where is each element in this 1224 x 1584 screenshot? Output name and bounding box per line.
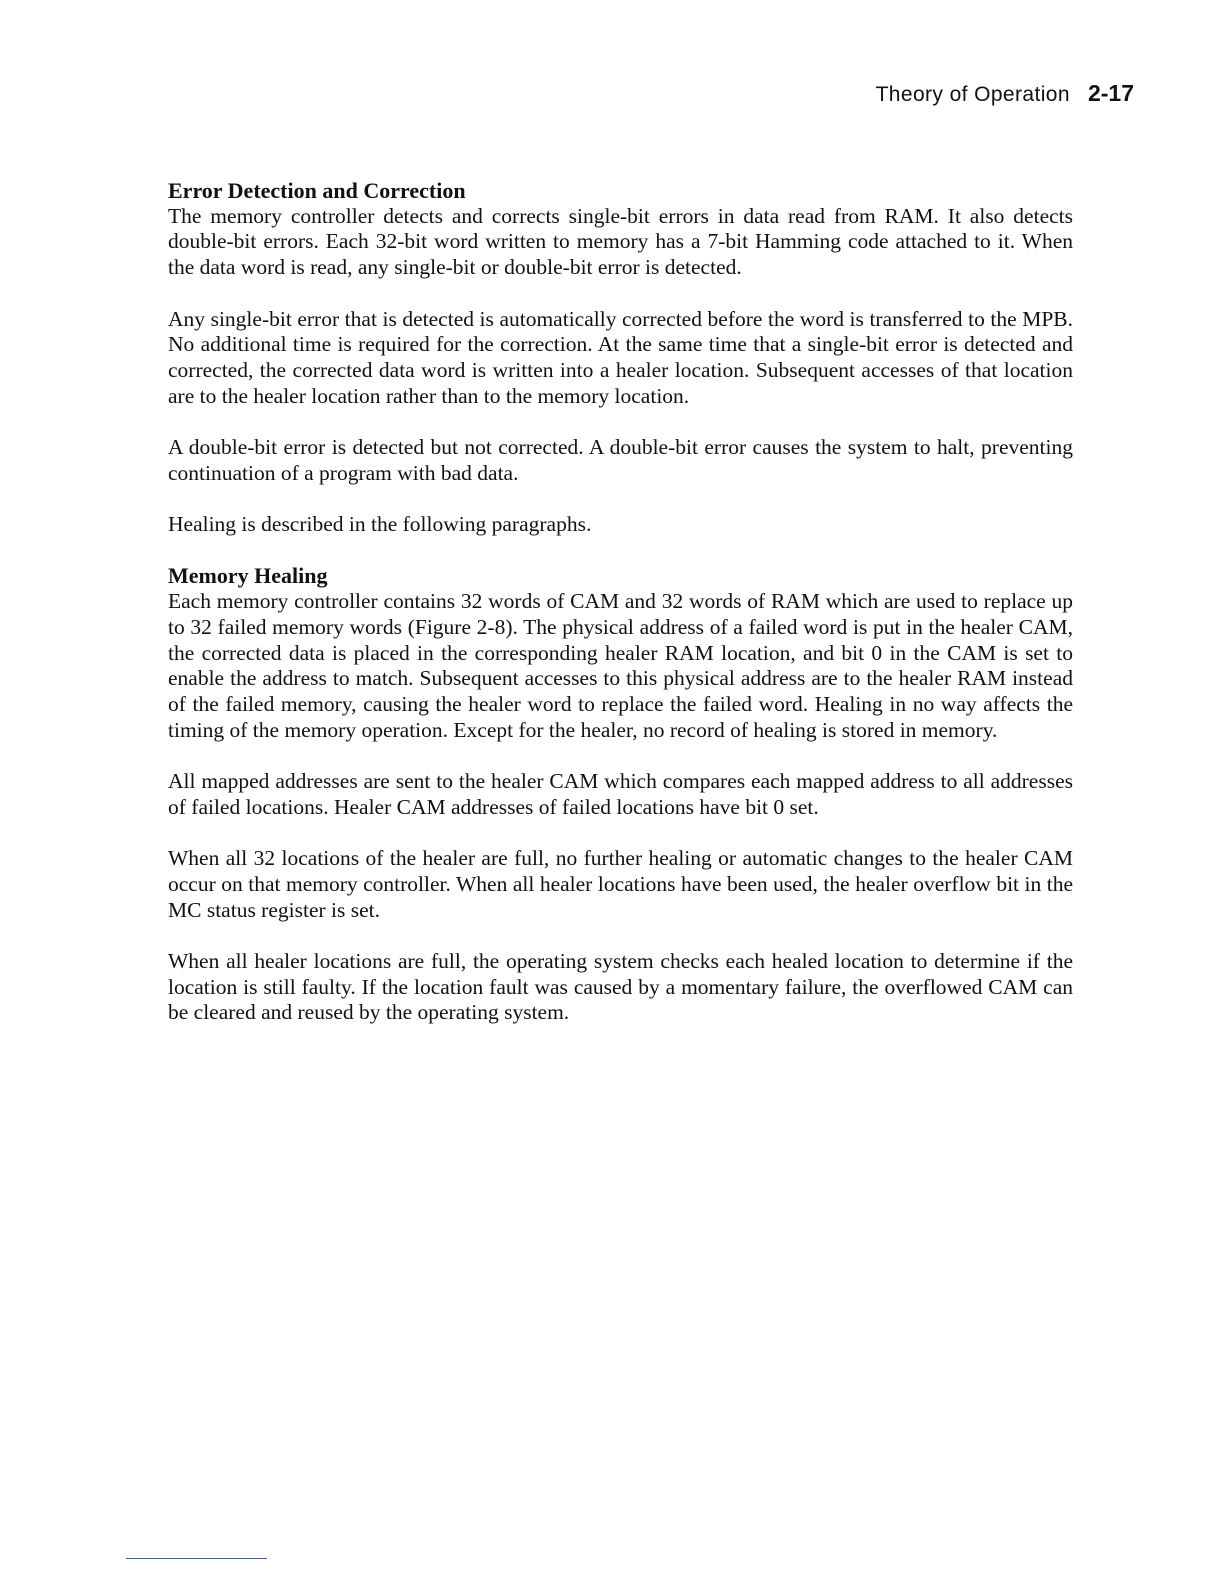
section-heading: Memory Healing <box>168 563 328 589</box>
paragraph: Any single-bit error that is detected is automatically corrected before the word is transferred to the MPB. No additional time is required for the correction. At the same time that a single-bit error is detected and corrected, the corrected data word is written into a healer location. Subsequent accesses of that location are to the healer location rather than to the memory location. <box>168 306 1073 408</box>
section-heading: Error Detection and Correction <box>168 178 466 203</box>
paragraph: Each memory controller contains 32 words of CAM and 32 words of RAM which are used to replace up to 32 failed memory words (Figure 2-8). The physical address of a failed word is put in the healer CAM, the corrected data is placed in the corresponding healer RAM location, and bit 0 in the CAM is set to enable the address to match. Subsequent accesses to this physical address are to the healer RAM instead of the failed memory, causing the healer word to replace the failed word. Healing in no way affects the timing of the memory operation. Except for the healer, no record of healing is stored in memory. <box>168 589 1073 742</box>
paragraph: The memory controller detects and corrects single-bit errors in data read from RAM. It also detects double-bit errors. Each 32-bit word written to memory has a 7-bit Hamming code attached to it. When the data word is read, any single-bit or double-bit error is detected. <box>168 203 1073 280</box>
page-number: 2-17 <box>1087 80 1134 106</box>
running-header-title: Theory of Operation <box>875 83 1070 106</box>
section-memory-healing <box>168 563 1073 1026</box>
document-body <box>168 178 1073 1052</box>
paragraph: When all 32 locations of the healer are full, no further healing or automatic changes to the healer CAM occur on that memory controller. When all healer locations have been used, the healer overflow bit in the MC status register is set. <box>168 846 1073 922</box>
paragraph: When all healer locations are full, the operating system checks each healed location to determine if the location is still faulty. If the location fault was caused by a momentary failure, the overflowed CAM can be cleared and reused by the operating system. <box>168 948 1073 1025</box>
paragraph: Healing is described in the following paragraphs. <box>168 512 592 537</box>
section-error-detection <box>168 178 1073 538</box>
page-header <box>876 80 1134 107</box>
footer-rule <box>126 1558 267 1559</box>
paragraph: All mapped addresses are sent to the healer CAM which compares each mapped address to all addresses of failed locations. Healer CAM addresses of failed locations have bit 0 set. <box>168 769 1073 819</box>
paragraph: A double-bit error is detected but not corrected. A double-bit error causes the system to halt, preventing continuation of a program with bad data. <box>168 435 1073 485</box>
